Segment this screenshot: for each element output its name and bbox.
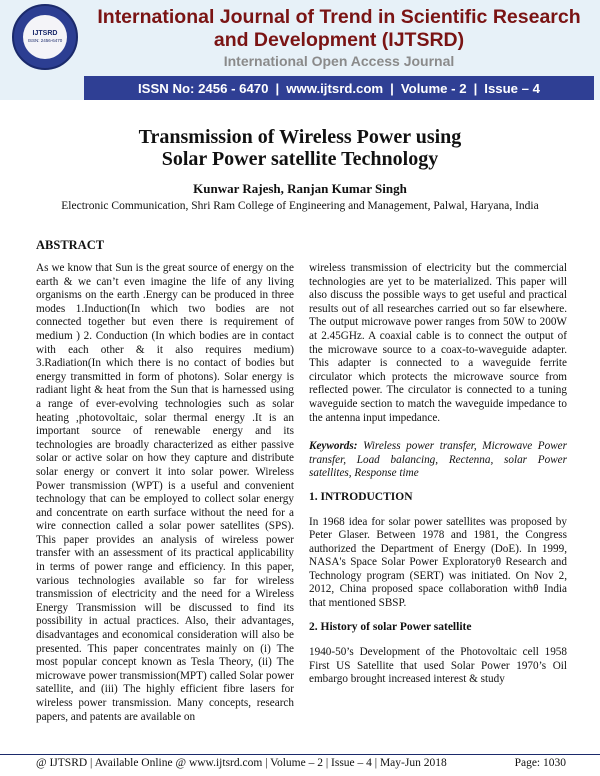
abstract-text-right: wireless transmission of electricity but the commercial technologies are yet to be materialized. This paper will also discuss the possible ways to get useful and practical results out of all researches carried out so far elsewhere. The output microwave power ranges from 50W to 200W at 2.45GHz. A coaxial cable is to connect the output of the microwave source to a coax-to-waveguide adapter. This adapter is connected to a waveguide ferrite circulator which protects the microwave source from reflected power. The circulator is connected to a tuning waveguide section to match the waveguide impedance to the antenna input impedance. [309, 262, 567, 424]
website-link[interactable]: www.ijtsrd.com [286, 80, 384, 96]
left-column [36, 262, 294, 724]
keywords [309, 440, 567, 481]
issue-label: Issue – 4 [484, 80, 540, 96]
journal-logo [12, 4, 78, 70]
separator: | [473, 80, 478, 96]
footer-divider [0, 754, 600, 755]
keywords-label: Keywords: [309, 440, 358, 453]
abstract-heading: ABSTRACT [36, 238, 105, 252]
affiliation: Electronic Communication, Shri Ram College of Engineering and Management, Palwal, Haryana, India [61, 200, 539, 212]
page-number: Page: 1030 [514, 757, 566, 769]
issn-bar [84, 76, 594, 100]
section-1-heading: 1. INTRODUCTION [309, 490, 413, 503]
separator: | [275, 80, 280, 96]
journal-header [0, 0, 600, 100]
page-footer [36, 757, 566, 769]
logo-text: IJTSRD [32, 30, 58, 37]
section-1-text: In 1968 idea for solar power satellites was proposed by Peter Glaser. Between 1978 and 1981, the Congress authorized the Department of Energy (DoE). In 1999, NASA's Space Solar Power Exploratoryθ Research and Technology program (SERT) was initiated. On Nov 2, 2012, China proposed space collaboration withθ India that mentioned SBSP. [309, 515, 567, 610]
title-line-2: Solar Power satellite Technology [161, 148, 439, 170]
abstract-text-left: As we know that Sun is the great source of energy on the earth & we can’t even imagine the life of any living organisms on the earth .Energy can be produced in three modes 1.Induction(In which two bodies are not connected together but even there is requirement of medium ) 2. Conduction (In which bodies are in contact with each other & it also requires medium) 3.Radiation(In which there is no contact of bodies but energy transmitted in form of photons). Solar energy is radiant light & heat from the Sun that is harnessed using a range of ever-evolving technologies such as solar heating ,photovoltaic, solar thermal energy .It is an important source of renewable energy and its technologies are broadly characterized as either passive solar or active solar on how they capture and distribute solar energy or convert it into solar power. Wireless Power transmission (WPT) is a useful and convenient technology that can be employed to collect solar energy and concentrate on earth surface without the need for a wire connection called a solar power satellites (SPS). This paper provides an analysis of wireless power transfer with an assessment of its practical applicability in terms of power range and efficiency. In this paper, various technologies available so far for wireless transmission of electricity and the need for a Wireless Energy Transmission will be discussed to find its possibility in actual practices. Also, their advantages, disadvantages and economical consideration will also be presented. This paper concentrates mainly on (i) The most popular concept known as Tesla Theory, (ii) The microwave power transmission(MPT) called Solar power satellite, and (iii) The highly efficient fibre lasers for wireless power transmission. Many concepts, research papers, and patents are available on [36, 262, 294, 723]
section-2-text: 1940-50’s Development of the Photovoltaic cell 1958 First US Satellite that used Solar Power 1970’s Oil embargo brought increased interest & study [309, 646, 567, 686]
paper-title [0, 126, 600, 170]
title-line-1: Transmission of Wireless Power using [138, 126, 462, 148]
issn-number: ISSN No: 2456 - 6470 [138, 80, 269, 96]
journal-subtitle: International Open Access Journal [223, 53, 455, 69]
logo-issn: ISSN: 2456-6470 [27, 38, 63, 43]
journal-title: International Journal of Trend in Scientific Research and Development (IJTSRD) [97, 6, 581, 51]
separator: | [390, 80, 394, 96]
section-2-heading: 2. History of solar Power satellite [309, 620, 472, 633]
authors: Kunwar Rajesh, Ranjan Kumar Singh [193, 181, 407, 196]
footer-text: @ IJTSRD | Available Online @ www.ijtsrd.com | Volume – 2 | Issue – 4 | May-Jun 2018 [36, 757, 447, 769]
logo-emblem [23, 15, 67, 59]
right-column [309, 262, 567, 687]
volume-label: Volume - 2 [400, 80, 467, 96]
keywords-text: Wireless power transfer, Microwave Power transfer, Load balancing, Rectenna, solar Power satellites, Response time [309, 440, 567, 480]
